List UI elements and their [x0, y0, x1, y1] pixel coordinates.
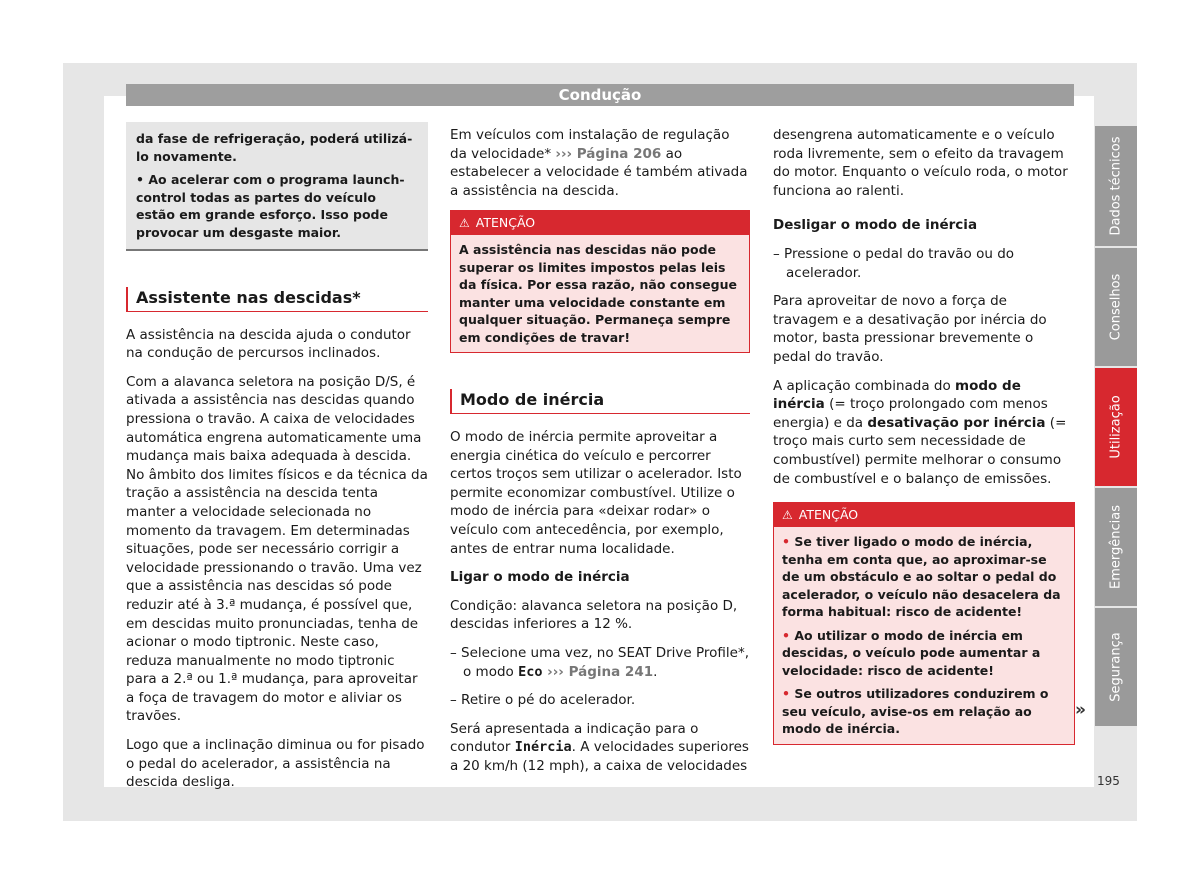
- paragraph: [773, 377, 1075, 489]
- paragraph: [450, 126, 750, 200]
- warning-title: ATENÇÃO: [798, 507, 859, 523]
- warning-text: Se tiver ligado o modo de inércia, tenha em conta que, ao aproximar-se de um obstáculo e ao soltar o pedal do acelerador, o veículo não desacelera da forma habitual: risco de acidente!: [782, 534, 1061, 620]
- paragraph: Com a alavanca seletora na posição D/S, é ativada a assistência nas descidas quando pressiona o travão. A caixa de velocidades automática engrena automaticamente uma mudança mais baixa adequada à descida. No âmbito dos limites físicos e da técnica da tração a assistência na descida tenta manter a velocidade selecionada no momento da travagem. Em determinadas situações, pode ser necessário corrigir a velocidade pressionando o travão. Uma vez que a assistência nas descidas só pode reduzir até à 3.ª mudança, é possível que, em descidas muito pronunciadas, tenha de acionar o modo tiptronic. Neste caso, reduza manualmente no modo tiptronic para a 2.ª ou 1.ª mudança, para aproveitar a foça de travagem do motor e aliviar os travões.: [126, 373, 428, 725]
- column-1: [126, 122, 428, 802]
- column-2: [450, 126, 750, 785]
- tab-label: Dados técnicos: [1108, 136, 1124, 236]
- text: ao estabelecer a velocidade é também ativada a assistência na descida.: [450, 145, 748, 199]
- tab-dados-tecnicos[interactable]: [1095, 126, 1137, 246]
- text: Será apresentada a indicação para o condutor: [450, 720, 699, 756]
- warning-item: [782, 627, 1066, 680]
- paragraph: [450, 720, 750, 776]
- warning-item: [782, 685, 1066, 738]
- section-title-coasting-mode: Modo de inércia: [450, 389, 750, 414]
- warning-text: A assistência nas descidas não pode superar os limites impostos pelas leis da física. Por essa razão, não consegue manter uma velocidade constante em qualquer situação. Permaneça sempre em condições de travar!: [459, 242, 737, 345]
- subheading-enable: Ligar o modo de inércia: [450, 569, 630, 586]
- tab-label: Conselhos: [1108, 273, 1124, 341]
- warning-box: [450, 210, 750, 353]
- note-box: [126, 122, 428, 251]
- text: (= troço prolongado com menos energia) e da: [773, 396, 1048, 431]
- warning-box: [773, 502, 1075, 745]
- bold-text: modo de inércia: [773, 377, 1021, 413]
- subheading-disable: Desligar o modo de inércia: [773, 217, 978, 234]
- dash-item: [450, 644, 750, 681]
- paragraph: Logo que a inclinação diminua ou for pisado o pedal do acelerador, a assistência na descida desliga.: [126, 737, 425, 791]
- warning-text: Ao utilizar o modo de inércia em descidas, o veículo pode aumentar a velocidade: risco de acidente!: [782, 627, 1041, 678]
- note-paragraph-1: da fase de refrigeração, poderá utilizá-lo novamente.: [136, 131, 413, 164]
- page-link-206[interactable]: ››› Página 206: [555, 145, 662, 162]
- paragraph: Para aproveitar de novo a força de travagem e a desativação por inércia do motor, basta pressionar brevemente o pedal do travão.: [773, 293, 1047, 365]
- text: .: [653, 663, 658, 680]
- tab-conselhos[interactable]: [1095, 248, 1137, 366]
- text: Em veículos com instalação de regulação da velocidade*: [450, 127, 730, 162]
- tab-seguranca[interactable]: [1095, 608, 1137, 726]
- warning-title: ATENÇÃO: [475, 215, 536, 231]
- warning-body: [774, 527, 1074, 744]
- note-paragraph-2: • Ao acelerar com o programa launch-control todas as partes do veículo estão em grande esforço. Isso pode provocar um desgaste maior.: [136, 172, 405, 240]
- warning-header: [774, 503, 1074, 527]
- column-3: [773, 126, 1075, 755]
- paragraph: A assistência na descida ajuda o condutor na condução de percursos inclinados.: [126, 326, 411, 362]
- warning-icon: ⚠: [782, 508, 793, 523]
- text: . A velocidades superiores a 20 km/h (12 mph), a caixa de velocidades: [450, 739, 749, 774]
- warning-body: [451, 235, 749, 352]
- warning-icon: ⚠: [459, 216, 470, 231]
- bold-text: desativação por inércia: [867, 414, 1046, 431]
- text: – Selecione uma vez, no SEAT Drive Profile*, o modo: [450, 644, 750, 680]
- dash-item: – Pressione o pedal do travão ou do acelerador.: [773, 245, 1015, 281]
- tab-label: Segurança: [1108, 632, 1124, 702]
- bullet: •: [782, 686, 790, 702]
- paragraph: O modo de inércia permite aproveitar a energia cinética do veículo e percorrer certos troços sem utilizar o acelerador. Isto permite economizar combustível. Utilize o modo de inércia para «deixar rodar» o veículo com antecedência, por exemplo, antes de entrar numa localidade.: [450, 428, 742, 557]
- text: A aplicação combinada do: [773, 377, 956, 394]
- warning-item: [782, 533, 1066, 621]
- text: (= troço mais curto sem necessidade de combustível) permite melhorar o consumo de combustível e o balanço de emissões.: [773, 414, 1067, 487]
- warning-header: [451, 211, 749, 235]
- tab-label: Emergências: [1108, 505, 1124, 589]
- bullet: •: [782, 534, 790, 550]
- display-text-inercia: Inércia: [514, 739, 572, 756]
- tab-label: Utilização: [1108, 395, 1124, 459]
- continue-mark: »: [1075, 700, 1086, 720]
- tab-utilizacao[interactable]: [1095, 368, 1137, 486]
- dash-item: – Retire o pé do acelerador.: [450, 692, 636, 709]
- eco-label: Eco: [518, 663, 543, 680]
- paragraph: Condição: alavanca seletora na posição D, descidas inferiores a 12 %.: [450, 597, 738, 633]
- tab-emergencias[interactable]: [1095, 488, 1137, 606]
- page-link-241[interactable]: ››› Página 241: [542, 663, 654, 680]
- paragraph: desengrena automaticamente e o veículo roda livremente, sem o efeito da travagem do motor. Enquanto o veículo roda, o motor funciona ao ralenti.: [773, 127, 1068, 199]
- chapter-header: Condução: [126, 84, 1074, 106]
- section-title-hill-descent: Assistente nas descidas*: [126, 287, 428, 312]
- warning-text: Se outros utilizadores conduzirem o seu veículo, avise-os em relação ao modo de inércia.: [782, 686, 1049, 737]
- page-number: 195: [1097, 774, 1120, 788]
- bullet: •: [782, 627, 790, 643]
